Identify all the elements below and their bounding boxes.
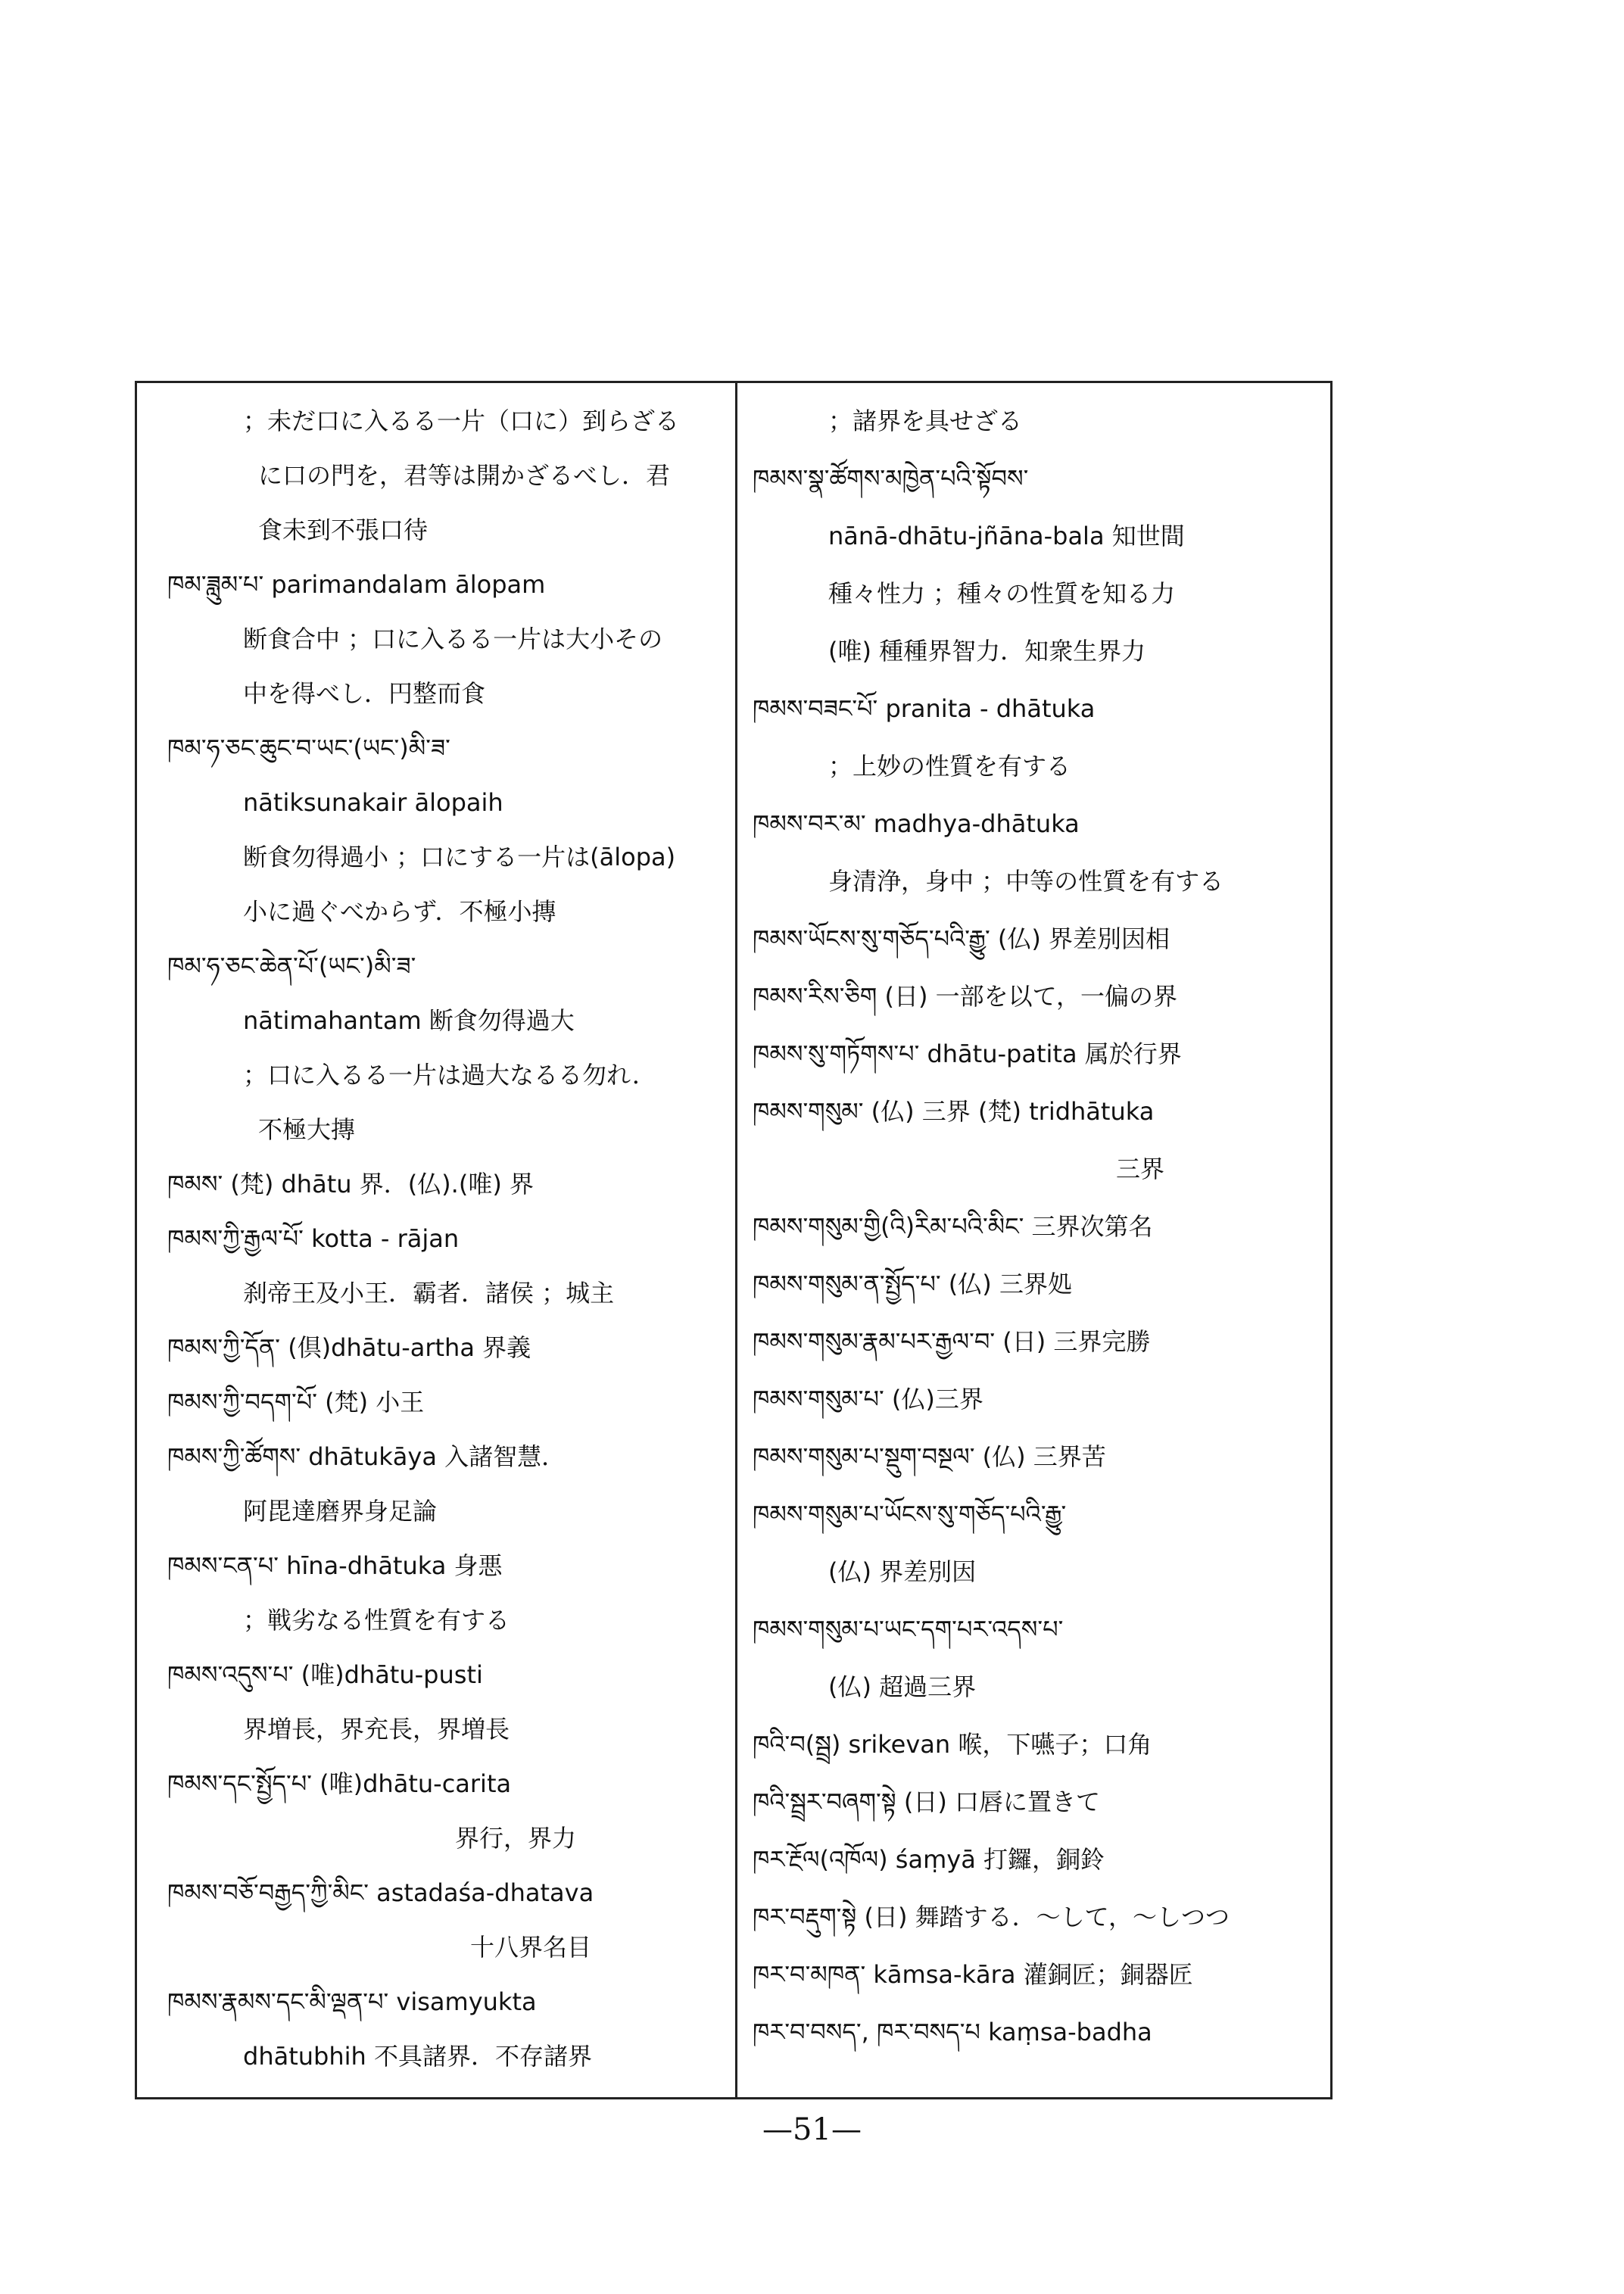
dictionary-entry-line: 界行，界力 xyxy=(455,1824,577,1853)
dictionary-entry-line: ；諸界を具せざる xyxy=(828,407,1023,435)
dictionary-entry-line: ཁམས་དང་སྤྱོད་པ་ (唯)dhātu-carita xyxy=(167,1769,512,1798)
right-column xyxy=(737,383,1335,2097)
dictionary-entry-line: ཁམས་གསུམ་པ་སྡུག་བསྔལ་ (仏) 三界苦 xyxy=(753,1442,1106,1471)
dictionary-entry-line: ཁའི་སྦྲར་བཞག་སྟེ (日) 口唇に置きて xyxy=(753,1788,1101,1816)
dictionary-entry-line: ཁམས་གསུམ་གྱི(འི)རིམ་པའི་མིང་ 三界次第名 xyxy=(753,1212,1153,1241)
dictionary-entry-line: ཁམས་བཟང་པོ་ pranita - dhātuka xyxy=(753,694,1096,723)
dictionary-entry-line: ཁམས་ཀྱི་རྒྱལ་པོ་ kotta - rājan xyxy=(167,1224,460,1253)
dictionary-entry-line: 断食合中 ；口に入るる一片は大小その xyxy=(243,625,663,653)
dictionary-entry-line: 種々性力 ；種々の性質を知る力 xyxy=(828,579,1176,608)
dictionary-entry-line: 刹帝王及小王．霸者．諸侯 ；城主 xyxy=(243,1279,615,1308)
dictionary-entry-line: ཁར་བརྡུག་སྟེ (日) 舞踏する．～して，～しつつ xyxy=(753,1903,1230,1931)
dictionary-entry-line: 不極大摶 xyxy=(258,1115,356,1144)
dictionary-entry-line: ཁམས་ཀྱི་དོན་ (倶)dhātu-artha 界義 xyxy=(167,1333,531,1362)
dictionary-entry-line: ཁམས་གསུམ་པ་ཡང་དག་པར་འདས་པ་ xyxy=(753,1615,1064,1644)
dictionary-entry-line: ཁམས་གསུམ་རྣམ་པར་རྒྱལ་བ་ (日) 三界完勝 xyxy=(753,1327,1151,1356)
dictionary-entry-line: ཁམས་ཀྱི་ཚོགས་ dhātukāya 入諸智慧． xyxy=(167,1442,566,1471)
dictionary-entry-line: dhātubhih 不具諸界．不存諸界 xyxy=(243,2042,592,2071)
dictionary-entry-line: ཁར་བ་བསད་, ཁར་བསད་པ kaṃsa-badha xyxy=(753,2018,1152,2046)
dictionary-entry-line: 十八界名目 xyxy=(470,1933,592,1962)
dictionary-entry-line: ཁར་རྔོལ(འཁོལ) śaṃyā 打鑼，銅鈴 xyxy=(753,1845,1105,1874)
dictionary-entry-line: nānā-dhātu-jñāna-bala 知世間 xyxy=(828,522,1185,550)
dictionary-entry-line: 身清浄，身中 ；中等の性質を有する xyxy=(828,867,1224,896)
dictionary-entry-line: ཁམས་ཡོངས་སུ་གཅོད་པའི་རྒྱུ་ (仏) 界差別因相 xyxy=(753,924,1170,953)
dictionary-entry-line: ཁམས་ངན་པ་ hīna-dhātuka 身悪 xyxy=(167,1551,503,1580)
left-column xyxy=(137,383,735,2097)
dictionary-entry-line: ཁམས་ (梵) dhātu 界．(仏).(唯) 界 xyxy=(167,1170,534,1198)
dictionary-entry-line: ཁམས་བཅོ་བརྒྱད་ཀྱི་མིང་ astadaśa-dhatava xyxy=(167,1878,594,1907)
dictionary-entry-line: ཁམས་རིས་ཅིག (日) 一部を以て，一偏の界 xyxy=(753,982,1177,1011)
dictionary-entry-line: ཁམས་རྣམས་དང་མི་ལྡན་པ་ visamyukta xyxy=(167,1987,537,2016)
dictionary-entry-line: ；未だ口に入るる一片（口に）到らざる xyxy=(243,407,680,435)
dictionary-entry-line: ཁམས་གསུམ་ (仏) 三界 (梵) tridhātuka xyxy=(753,1097,1155,1126)
dictionary-entry-line: 阿毘達磨界身足論 xyxy=(243,1497,438,1526)
dictionary-entry-line: 中を得べし．円整而食 xyxy=(243,679,486,708)
dictionary-entry-line: ཁམས་ཀྱི་བདག་པོ་ (梵) 小王 xyxy=(167,1388,425,1417)
dictionary-entry-line: ཁམས་གསུམ་པ་ཡོངས་སུ་གཅོད་པའི་རྒྱུ་ xyxy=(753,1500,1067,1529)
dictionary-entry-line: nātiksunakair ālopaih xyxy=(243,788,503,817)
dictionary-entry-line: ；口に入るる一片は過大なるる勿れ． xyxy=(243,1061,656,1089)
dictionary-entry-line: nātimahantam 断食勿得過大 xyxy=(243,1006,575,1035)
dictionary-entry-line: ཁའི་བ(སྦྲ) srikevan 喉，下嚥子；口角 xyxy=(753,1730,1152,1759)
dictionary-entry-line: 三界 xyxy=(1116,1155,1165,1183)
dictionary-entry-line: ཁམ་ཟླུམ་པ་ parimandalam ālopam xyxy=(167,570,546,599)
page-number: —51— xyxy=(762,2112,862,2147)
dictionary-entry-line: 断食勿得過小 ；口にする一片は(ālopa) xyxy=(243,843,676,871)
dictionary-entry-line: ཁམས་གསུམ་ན་སྤྱོད་པ་ (仏) 三界処 xyxy=(753,1270,1072,1298)
dictionary-entry-line: ཁམས་བར་མ་ madhya-dhātuka xyxy=(753,809,1080,838)
dictionary-entry-line: ཁར་བ་མཁན་ kāmsa-kāra 灌銅匠；銅器匠 xyxy=(753,1960,1193,1989)
dictionary-entry-line: に口の門を，君等は開かざるべし．君 xyxy=(258,461,671,490)
dictionary-entry-line: (仏) 超過三界 xyxy=(828,1672,977,1701)
dictionary-entry-line: ཁམ་ཧ་ཅང་ཆེན་པོ་(ཡང་)མི་ཟ་ xyxy=(167,952,416,980)
dictionary-entry-line: ཁམས་གསུམ་པ་ (仏)三界 xyxy=(753,1385,983,1413)
dictionary-entry-line: ཁམས་འདུས་པ་ (唯)dhātu-pusti xyxy=(167,1660,483,1689)
dictionary-entry-line: 小に過ぐべからず．不極小摶 xyxy=(243,897,556,926)
dictionary-entry-line: (唯) 種種界智力．知衆生界力 xyxy=(828,637,1146,665)
dictionary-entry-line: 食未到不張口待 xyxy=(258,516,429,544)
dictionary-entry-line: ཁམས་སྣ་ཚོགས་མཁྱེན་པའི་སྟོབས་ xyxy=(753,464,1029,493)
dictionary-entry-line: ；上妙の性質を有する xyxy=(828,752,1071,781)
dictionary-entry-line: 界増長，界充長，界増長 xyxy=(243,1715,510,1744)
dictionary-entry-line: (仏) 界差別因 xyxy=(828,1557,977,1586)
dictionary-entry-line: ；戦劣なる性質を有する xyxy=(243,1606,510,1635)
dictionary-page-frame xyxy=(135,381,1333,2099)
dictionary-entry-line: ཁམས་སུ་གཏོགས་པ་ dhātu-patita 属於行界 xyxy=(753,1039,1182,1068)
dictionary-entry-line: ཁམ་ཧ་ཅང་ཆུང་བ་ཡང་(ཡང་)མི་ཟ་ xyxy=(167,734,450,762)
